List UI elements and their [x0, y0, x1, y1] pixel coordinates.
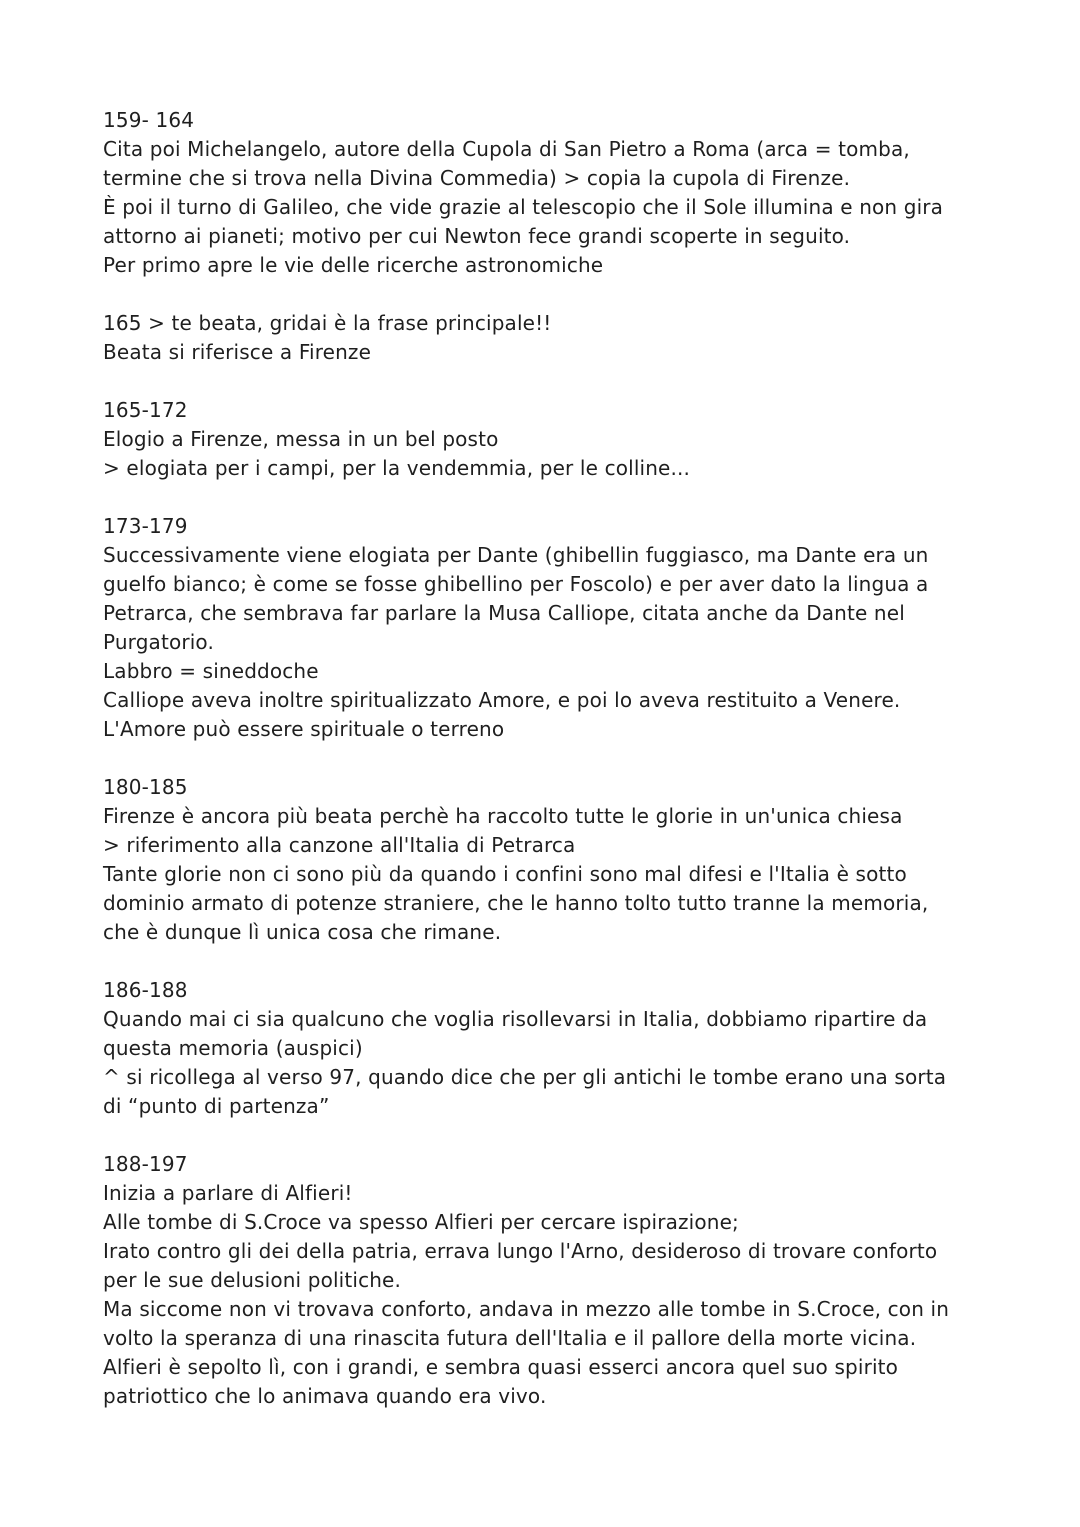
text-line: Firenze è ancora più beata perchè ha raccolto tutte le glorie in un'unica chiesa	[103, 804, 903, 828]
text-line: per le sue delusioni politiche.	[103, 1268, 402, 1292]
section-heading: 180-185	[103, 775, 188, 799]
section-heading: 173-179	[103, 514, 188, 538]
text-line: È poi il turno di Galileo, che vide grazie al telescopio che il Sole illumina e non gira	[103, 195, 944, 219]
section-180-185	[103, 773, 1003, 947]
text-line: Irato contro gli dei della patria, errava lungo l'Arno, desideroso di trovare conforto	[103, 1239, 938, 1263]
text-line: volto la speranza di una rinascita futura dell'Italia e il pallore della morte vicina.	[103, 1326, 917, 1350]
notes-page	[103, 106, 1003, 1440]
text-line: Alfieri è sepolto lì, con i grandi, e sembra quasi esserci ancora quel suo spirito	[103, 1355, 899, 1379]
text-line: questa memoria (auspici)	[103, 1036, 363, 1060]
section-heading: 186-188	[103, 978, 188, 1002]
section-186-188	[103, 976, 1003, 1121]
text-line: termine che si trova nella Divina Commedia) > copia la cupola di Firenze.	[103, 166, 851, 190]
text-line: Elogio a Firenze, messa in un bel posto	[103, 427, 499, 451]
text-line: > elogiata per i campi, per la vendemmia, per le colline...	[103, 456, 691, 480]
text-line: Quando mai ci sia qualcuno che voglia risollevarsi in Italia, dobbiamo ripartire da	[103, 1007, 928, 1031]
section-188-197	[103, 1150, 1003, 1411]
section-heading: 159- 164	[103, 108, 195, 132]
text-line: attorno ai pianeti; motivo per cui Newton fece grandi scoperte in seguito.	[103, 224, 851, 248]
section-heading: 165-172	[103, 398, 188, 422]
section-159-164	[103, 106, 1003, 280]
text-line: Calliope aveva inoltre spiritualizzato Amore, e poi lo aveva restituito a Venere.	[103, 688, 901, 712]
text-line: L'Amore può essere spirituale o terreno	[103, 717, 505, 741]
text-line: Labbro = sineddoche	[103, 659, 319, 683]
text-line: patriottico che lo animava quando era vivo.	[103, 1384, 547, 1408]
text-line: dominio armato di potenze straniere, che le hanno tolto tutto tranne la memoria,	[103, 891, 929, 915]
text-line: di “punto di partenza”	[103, 1094, 330, 1118]
text-line: Per primo apre le vie delle ricerche astronomiche	[103, 253, 604, 277]
text-line: guelfo bianco; è come se fosse ghibellino per Foscolo) e per aver dato la lingua a	[103, 572, 929, 596]
text-line: Alle tombe di S.Croce va spesso Alfieri per cercare ispirazione;	[103, 1210, 739, 1234]
section-165	[103, 309, 1003, 367]
text-line: Successivamente viene elogiata per Dante (ghibellin fuggiasco, ma Dante era un	[103, 543, 929, 567]
text-line: Tante glorie non ci sono più da quando i confini sono mal difesi e l'Italia è sotto	[103, 862, 907, 886]
text-line: Cita poi Michelangelo, autore della Cupola di San Pietro a Roma (arca = tomba,	[103, 137, 910, 161]
section-heading: 188-197	[103, 1152, 188, 1176]
section-173-179	[103, 512, 1003, 744]
text-line: ^ si ricollega al verso 97, quando dice che per gli antichi le tombe erano una sorta	[103, 1065, 947, 1089]
text-line: Beata si riferisce a Firenze	[103, 340, 372, 364]
text-line: Petrarca, che sembrava far parlare la Musa Calliope, citata anche da Dante nel	[103, 601, 905, 625]
text-line: Ma siccome non vi trovava conforto, andava in mezzo alle tombe in S.Croce, con in	[103, 1297, 950, 1321]
text-line: che è dunque lì unica cosa che rimane.	[103, 920, 502, 944]
section-165-172	[103, 396, 1003, 483]
section-heading: 165 > te beata, gridai è la frase principale!!	[103, 311, 552, 335]
text-line: Inizia a parlare di Alfieri!	[103, 1181, 353, 1205]
text-line: > riferimento alla canzone all'Italia di Petrarca	[103, 833, 576, 857]
text-line: Purgatorio.	[103, 630, 214, 654]
